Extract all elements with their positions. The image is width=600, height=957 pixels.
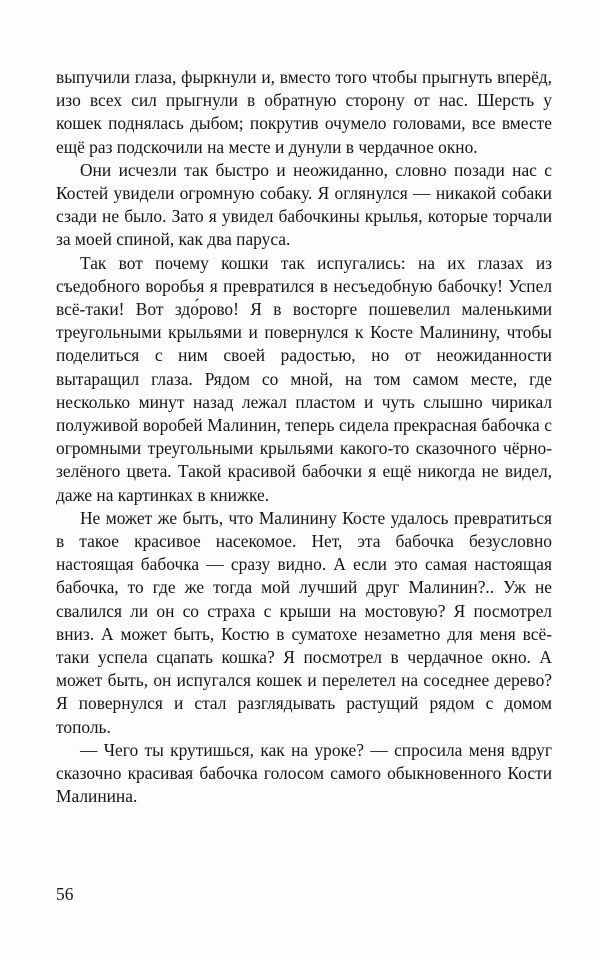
- paragraph-2: Они исчезли так быстро и неожиданно, словно позади нас с Костей увидели огромную собаку. Я оглянулся — никакой собаки сзади не было. Зато я увидел бабочкины крылья, которые торчали за моей спиной, как два паруса.: [56, 159, 552, 250]
- paragraph-4: Не может же быть, что Малинину Косте удалось превратиться в такое красивое насекомое. Нет, эта бабочка безусловно настоящая бабочка — сразу видно. А если это самая настоящая бабочка, то где же тогда мой лучший друг Малинин?.. Уж не свалился ли он со страха с крыши на мостовую? Я посмотрел вниз. А может быть, Костю в суматохе незаметно для меня всё-таки успела сцапать кошка? Я посмотрел в чердачное окно. А может быть, он испугался кошек и перелетел на соседнее дерево? Я повернулся и стал разглядывать растущий рядом с домом тополь.: [56, 507, 552, 737]
- paragraph-5: — Чего ты крутишься, как на уроке? — спросила меня вдруг сказочно красивая бабочка голосом самого обыкновенного Кости Малинина.: [56, 739, 552, 807]
- page-number: 56: [56, 884, 74, 904]
- paragraph-1: выпучили глаза, фыркнули и, вместо того чтобы прыгнуть вперёд, изо всех сил прыгнули в обратную сторону от нас. Шерсть у кошек поднялась дыбом; покрутив очумело головами, все вместе ещё раз подскочили на месте и дунули в чердачное окно.: [56, 67, 552, 157]
- body-text: [56, 66, 552, 809]
- paragraph-3: Так вот почему кошки так испугались: на их глазах из съедобного воробья я превратился в несъедобную бабочку! Успел всё-таки! Вот здо́рово! Я в восторге пошевелил маленькими треугольными крыльями и повернулся к Косте Малинину, чтобы поделиться с ним своей радостью, но от неожиданности вытаращил глаза. Рядом со мной, на том самом месте, где несколько минут назад лежал пластом и чуть слышно чирикал полуживой воробей Малинин, теперь сидела прекрасная бабочка с огромными треугольными крыльями какого-то сказочного чёрно-зелёного цвета. Такой красивой бабочки я ещё никогда не видел, даже на картинках в книжке.: [56, 252, 552, 505]
